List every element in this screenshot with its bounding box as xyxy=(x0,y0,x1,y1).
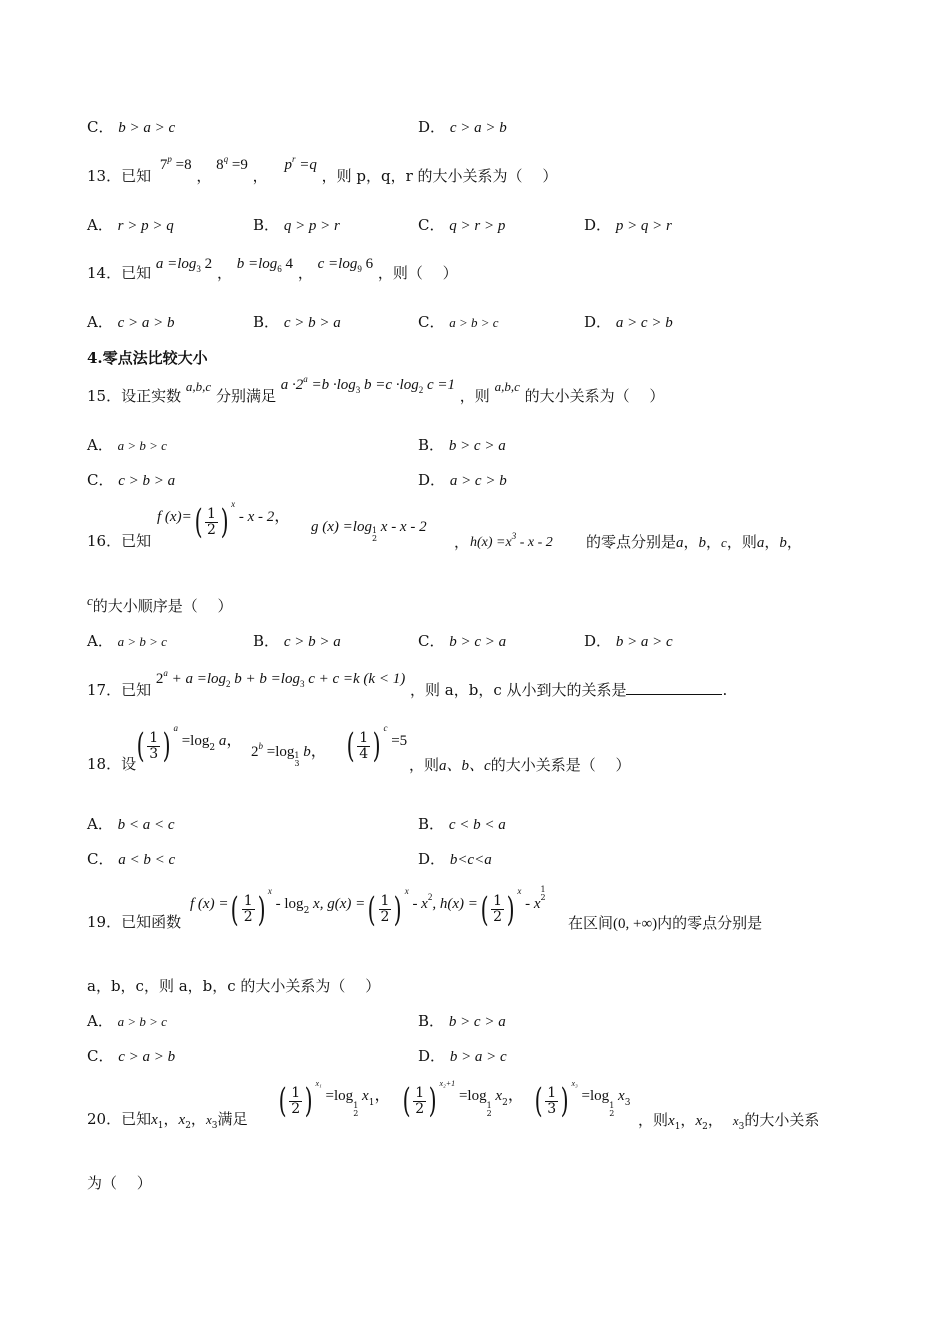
q14-option-a[interactable]: A． c > a > b xyxy=(87,313,175,331)
section-heading: 4.零点法比较大小 xyxy=(87,349,208,367)
question-14: 14．已知 $a =\log_3$ 2 ， $b =\log_6$ 4 ， $c =\log_9$ 6 ，则（ ） xyxy=(87,256,458,282)
q15-option-b[interactable]: B． b > c > a xyxy=(418,436,506,454)
option-label: D． xyxy=(418,118,446,136)
text: 分别满足 xyxy=(215,387,276,405)
answer-blank[interactable] xyxy=(626,680,722,695)
q14-option-b[interactable]: B． c > b > a xyxy=(253,313,341,331)
q18-option-d[interactable]: D． b<c<a xyxy=(418,850,492,868)
q15-option-c[interactable]: C． c > b > a xyxy=(87,471,176,489)
question-tail: ，则 p，q，r 的大小关系为（ ） xyxy=(321,167,558,185)
text: ，则 xyxy=(459,387,490,405)
q18-eq-2: $2^b =\log$ 1 3 b， xyxy=(251,741,327,768)
q17-equation: $2^a + a =\log_2$ $b + b =\log_3$ c + c =k (k < 1) xyxy=(155,668,406,689)
q14-eq-1: $a =\log_3$ 2 xyxy=(155,256,213,274)
q19-interval: 在区间(0, +∞)内的零点分别是 xyxy=(568,914,763,932)
question-19 xyxy=(87,912,181,932)
question-number: 17．已知 xyxy=(87,681,152,699)
q16-comma: ， xyxy=(454,533,470,551)
q16-h-expression: $h(x) =x^3 - x - 2$ xyxy=(470,531,553,550)
q15-equation: $a \cdot 2^a =b \cdot\log_3$ $b =c \cdot\log_2$ c =1 xyxy=(280,374,456,395)
q15-vars: a,b,c xyxy=(185,379,212,394)
q18-eq-3: ( $\frac{1}{4}$ ) $^c$ =5 xyxy=(346,722,408,766)
q20-eq-1: ( $\frac{1}{2}$ ) $^{x_1}$ =log 1 2 x1， xyxy=(278,1078,391,1121)
question-number: 13．已知 xyxy=(87,167,152,185)
question-number: 20．已知 xyxy=(87,1110,152,1128)
question-number: 15．设正实数 xyxy=(87,387,182,405)
question-20: 20．已知$x_1$，$x_2$，$x_3$满足 xyxy=(87,1110,248,1131)
question-number: 16．已知 xyxy=(87,532,152,550)
q18-option-a[interactable]: A． b < a < c xyxy=(87,815,175,833)
question-18 xyxy=(87,754,136,774)
q13-option-a[interactable]: A． r > p > q xyxy=(87,216,174,234)
option-expr: c > a > b xyxy=(449,120,507,136)
q18-eq-1: ( $\frac{1}{3}$ ) $^a$ =log2 a， xyxy=(136,722,243,766)
q15-option-d[interactable]: D． a > c > b xyxy=(418,471,507,489)
question-tail: ，则 a，b，c 从小到大的关系是 xyxy=(410,681,627,699)
q16-option-a[interactable]: A． a > b > c xyxy=(87,632,167,650)
q19-option-a[interactable]: A． a > b > c xyxy=(87,1012,167,1030)
q16-option-b[interactable]: B． c > b > a xyxy=(253,632,341,650)
question-number: 18．设 xyxy=(87,755,137,773)
q16-option-d[interactable]: D． b > a > c xyxy=(584,632,673,650)
q13-option-c[interactable]: C． q > r > p xyxy=(418,216,506,234)
q19-option-c[interactable]: C． c > a > b xyxy=(87,1047,176,1065)
question-number: 14．已知 xyxy=(87,264,152,282)
q12-option-d[interactable] xyxy=(418,117,507,138)
question-15 xyxy=(87,374,665,408)
q18-option-c[interactable]: C． a < b < c xyxy=(87,850,176,868)
q20-eq-3: ( $\frac{1}{3}$ ) $^{x_3}$ =log 1 2 x3 xyxy=(534,1078,631,1121)
q19-line2: a，b，c，则 a，b，c 的大小关系为（ ） xyxy=(87,977,381,995)
q16-line2: c的大小顺序是（ ） xyxy=(87,593,233,615)
q18-tail: ，则a、b、c的大小关系是（ ） xyxy=(409,756,631,774)
q14-eq-3: $c =\log_9$ 6 xyxy=(317,256,374,274)
q16-tail: 的零点分别是a，b，c，则a，b， xyxy=(586,533,802,551)
q13-option-b[interactable]: B． q > p > r xyxy=(253,216,340,234)
q13-option-d[interactable]: D． p > q > r xyxy=(584,216,672,234)
q14-eq-2: $b =\log_6$ 4 xyxy=(236,256,294,274)
question-number: 19．已知函数 xyxy=(87,913,182,931)
q16-option-c[interactable]: C． b > c > a xyxy=(418,632,507,650)
question-tail: 的大小关系为（ ） xyxy=(524,387,665,405)
q20-line2: 为（ ） xyxy=(87,1174,152,1192)
q14-option-d[interactable]: D． a > c > b xyxy=(584,313,673,331)
question-tail: ，则（ ） xyxy=(377,264,458,282)
option-expr: b > a > c xyxy=(118,120,176,136)
q19-option-b[interactable]: B． b > c > a xyxy=(418,1012,506,1030)
q13-eq-1: $7^p =8$ xyxy=(159,154,192,173)
q18-option-b[interactable]: B． c < b < a xyxy=(418,815,506,833)
q19-option-d[interactable]: D． b > a > c xyxy=(418,1047,507,1065)
option-label: C． xyxy=(87,118,114,136)
q20-eq-2: ( $\frac{1}{2}$ ) $^{x_2+1}$ =log 1 2 x2， xyxy=(402,1078,524,1121)
q12-option-c[interactable] xyxy=(87,117,175,138)
q16-f-expression: f (x)=( $\frac{1}{2}$ ) $^x$ - x - 2， xyxy=(157,498,291,542)
q13-eq-2: $8^q =9$ xyxy=(216,154,248,173)
question-16 xyxy=(87,531,151,551)
q15-option-a[interactable]: A． a > b > c xyxy=(87,436,167,454)
question-17: 17．已知 $2^a + a =\log_2$ $b + b =\log_3$ c + c =k (k < 1) ，则 a，b，c 从小到大的关系是 . xyxy=(87,668,728,699)
q13-eq-3: $p^r =q$ xyxy=(284,154,317,173)
question-13: 13．已知 $7^p =8$ ， $8^q =9$ ， $p^r =q$ ，则 p，q，r 的大小关系为（ ） xyxy=(87,154,558,185)
q20-tail: ，则$x_1$，$x_2$， $x_3$的大小关系 xyxy=(638,1111,820,1132)
q19-functions: f (x) =( $\frac{1}{2}$ ) $^x$ - log2 x, g(x) =( $\frac{1}{2}$ ) $^x - x^2$, h(x) =( $\frac{1}{2}$ ) $^x$ - x 1 2 xyxy=(190,885,546,930)
q14-option-c[interactable]: C． a > b > c xyxy=(418,313,499,331)
q15-vars: a,b,c xyxy=(494,379,520,394)
q16-g-expression: g (x) =log 1 2 x - x - 2 xyxy=(311,519,427,543)
